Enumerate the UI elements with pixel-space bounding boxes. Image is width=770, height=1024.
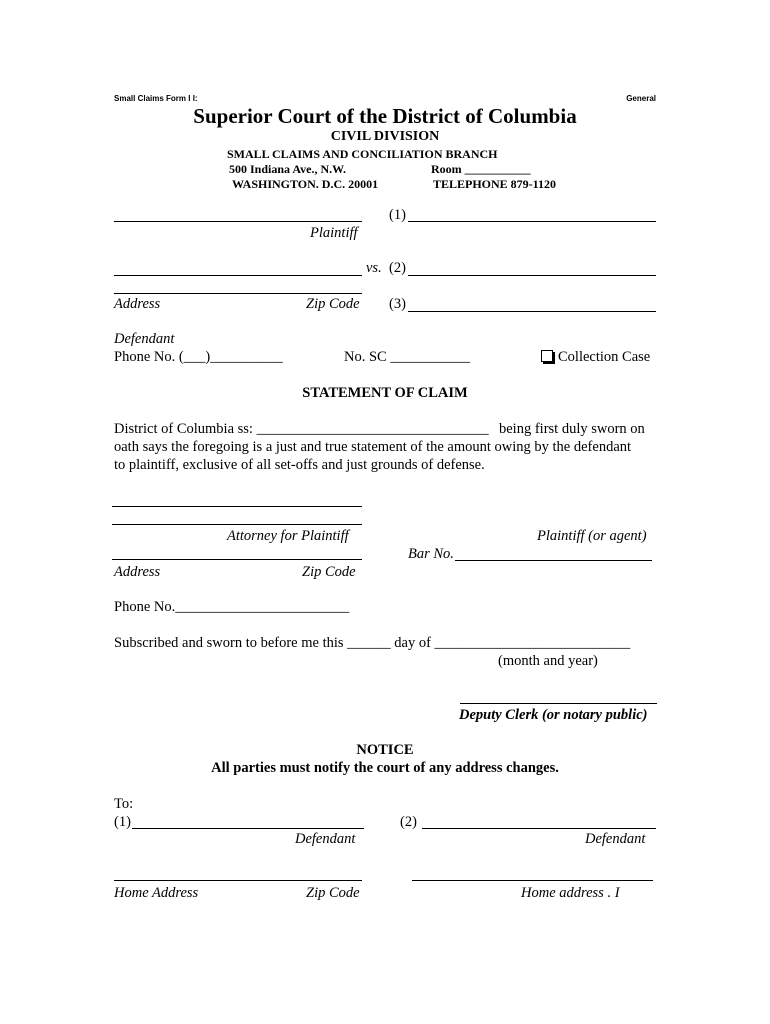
plaintiff-label: Plaintiff — [310, 225, 358, 241]
defendant-3-number: (3) — [389, 296, 406, 312]
attorney-zip-label: Zip Code — [302, 564, 356, 580]
to-defendant-2-line[interactable] — [422, 828, 656, 829]
branch-title: SMALL CLAIMS AND CONCILIATION BRANCH — [227, 147, 498, 161]
signature-line-1[interactable] — [112, 506, 362, 507]
plaintiff-name-line[interactable] — [114, 221, 362, 222]
defendant-2-number: (2) — [389, 260, 406, 276]
city-address: WASHINGTON. D.C. 20001 — [232, 177, 379, 191]
form-category: General — [626, 94, 656, 103]
vs-label: vs. — [366, 260, 382, 276]
notice-text: All parties must notify the court of any address changes. — [211, 760, 559, 776]
to-defendant-1-number: (1) — [114, 814, 131, 830]
attorney-address-line[interactable] — [112, 559, 362, 560]
to-label: To: — [114, 796, 134, 812]
statement-line-2: oath says the foregoing is a just and true statement of the amount owing by the defendant — [114, 439, 632, 455]
plaintiff-zip-label: Zip Code — [306, 296, 360, 312]
defendant-3-name-line[interactable] — [408, 311, 656, 312]
deputy-clerk-label: Deputy Clerk (or notary public) — [459, 707, 648, 723]
subscribed-sworn-text[interactable]: Subscribed and sworn to before me this ______ day of ___________________________ — [114, 635, 631, 651]
statement-line-1-start: District of Columbia ss: ________________________________ — [114, 421, 489, 437]
street-address: 500 Indiana Ave., N.W. — [229, 162, 347, 176]
case-number-field[interactable]: No. SC ___________ — [344, 349, 471, 365]
defendant-1-number: (1) — [389, 207, 406, 223]
telephone: TELEPHONE 879-1120 — [433, 177, 557, 191]
home-address-2-label: Home address . I — [521, 885, 620, 901]
month-year-label: (month and year) — [498, 653, 598, 669]
defendant-label: Defendant — [114, 331, 175, 347]
to-defendant-2-number: (2) — [400, 814, 417, 830]
to-defendant-2-label: Defendant — [585, 831, 646, 847]
defendant-2-name-line[interactable] — [408, 275, 656, 276]
plaintiff-address-line-2[interactable] — [114, 293, 362, 294]
form-id: Small Claims Form I I: — [114, 94, 198, 103]
notice-title: NOTICE — [356, 742, 414, 758]
defendant-1-name-line[interactable] — [408, 221, 656, 222]
to-defendant-1-label: Defendant — [295, 831, 356, 847]
home-address-1-line[interactable] — [114, 880, 362, 881]
plaintiff-address-line-1[interactable] — [114, 275, 362, 276]
statement-line-1-end: being first duly sworn on — [499, 421, 645, 437]
division-title: CIVIL DIVISION — [330, 129, 440, 144]
plaintiff-agent-label: Plaintiff (or agent) — [537, 528, 647, 544]
attorney-label: Attorney for Plaintiff — [227, 528, 349, 544]
home-address-2-line[interactable] — [412, 880, 653, 881]
room-field: Room ___________ — [431, 162, 531, 176]
attorney-phone-field[interactable]: Phone No.________________________ — [114, 599, 350, 615]
statement-heading: STATEMENT OF CLAIM — [302, 385, 468, 401]
signature-line-2[interactable] — [112, 524, 362, 525]
bar-number-label: Bar No. — [408, 546, 454, 562]
collection-case-label: Collection Case — [558, 349, 651, 365]
collection-case-option[interactable] — [541, 349, 650, 366]
home-address-zip-label: Zip Code — [306, 885, 360, 901]
home-address-1-label: Home Address — [114, 885, 199, 901]
court-title: Superior Court of the District of Columbia — [193, 104, 577, 128]
to-defendant-1-line[interactable] — [132, 828, 364, 829]
bar-number-line[interactable] — [455, 560, 652, 561]
phone-field[interactable]: Phone No. (___)__________ — [114, 349, 283, 365]
plaintiff-address-label: Address — [114, 296, 161, 312]
attorney-address-label: Address — [114, 564, 161, 580]
deputy-clerk-signature-line[interactable] — [460, 703, 657, 704]
statement-line-3: to plaintiff, exclusive of all set-offs and just grounds of defense. — [114, 457, 485, 473]
collection-case-checkbox[interactable] — [541, 350, 553, 362]
